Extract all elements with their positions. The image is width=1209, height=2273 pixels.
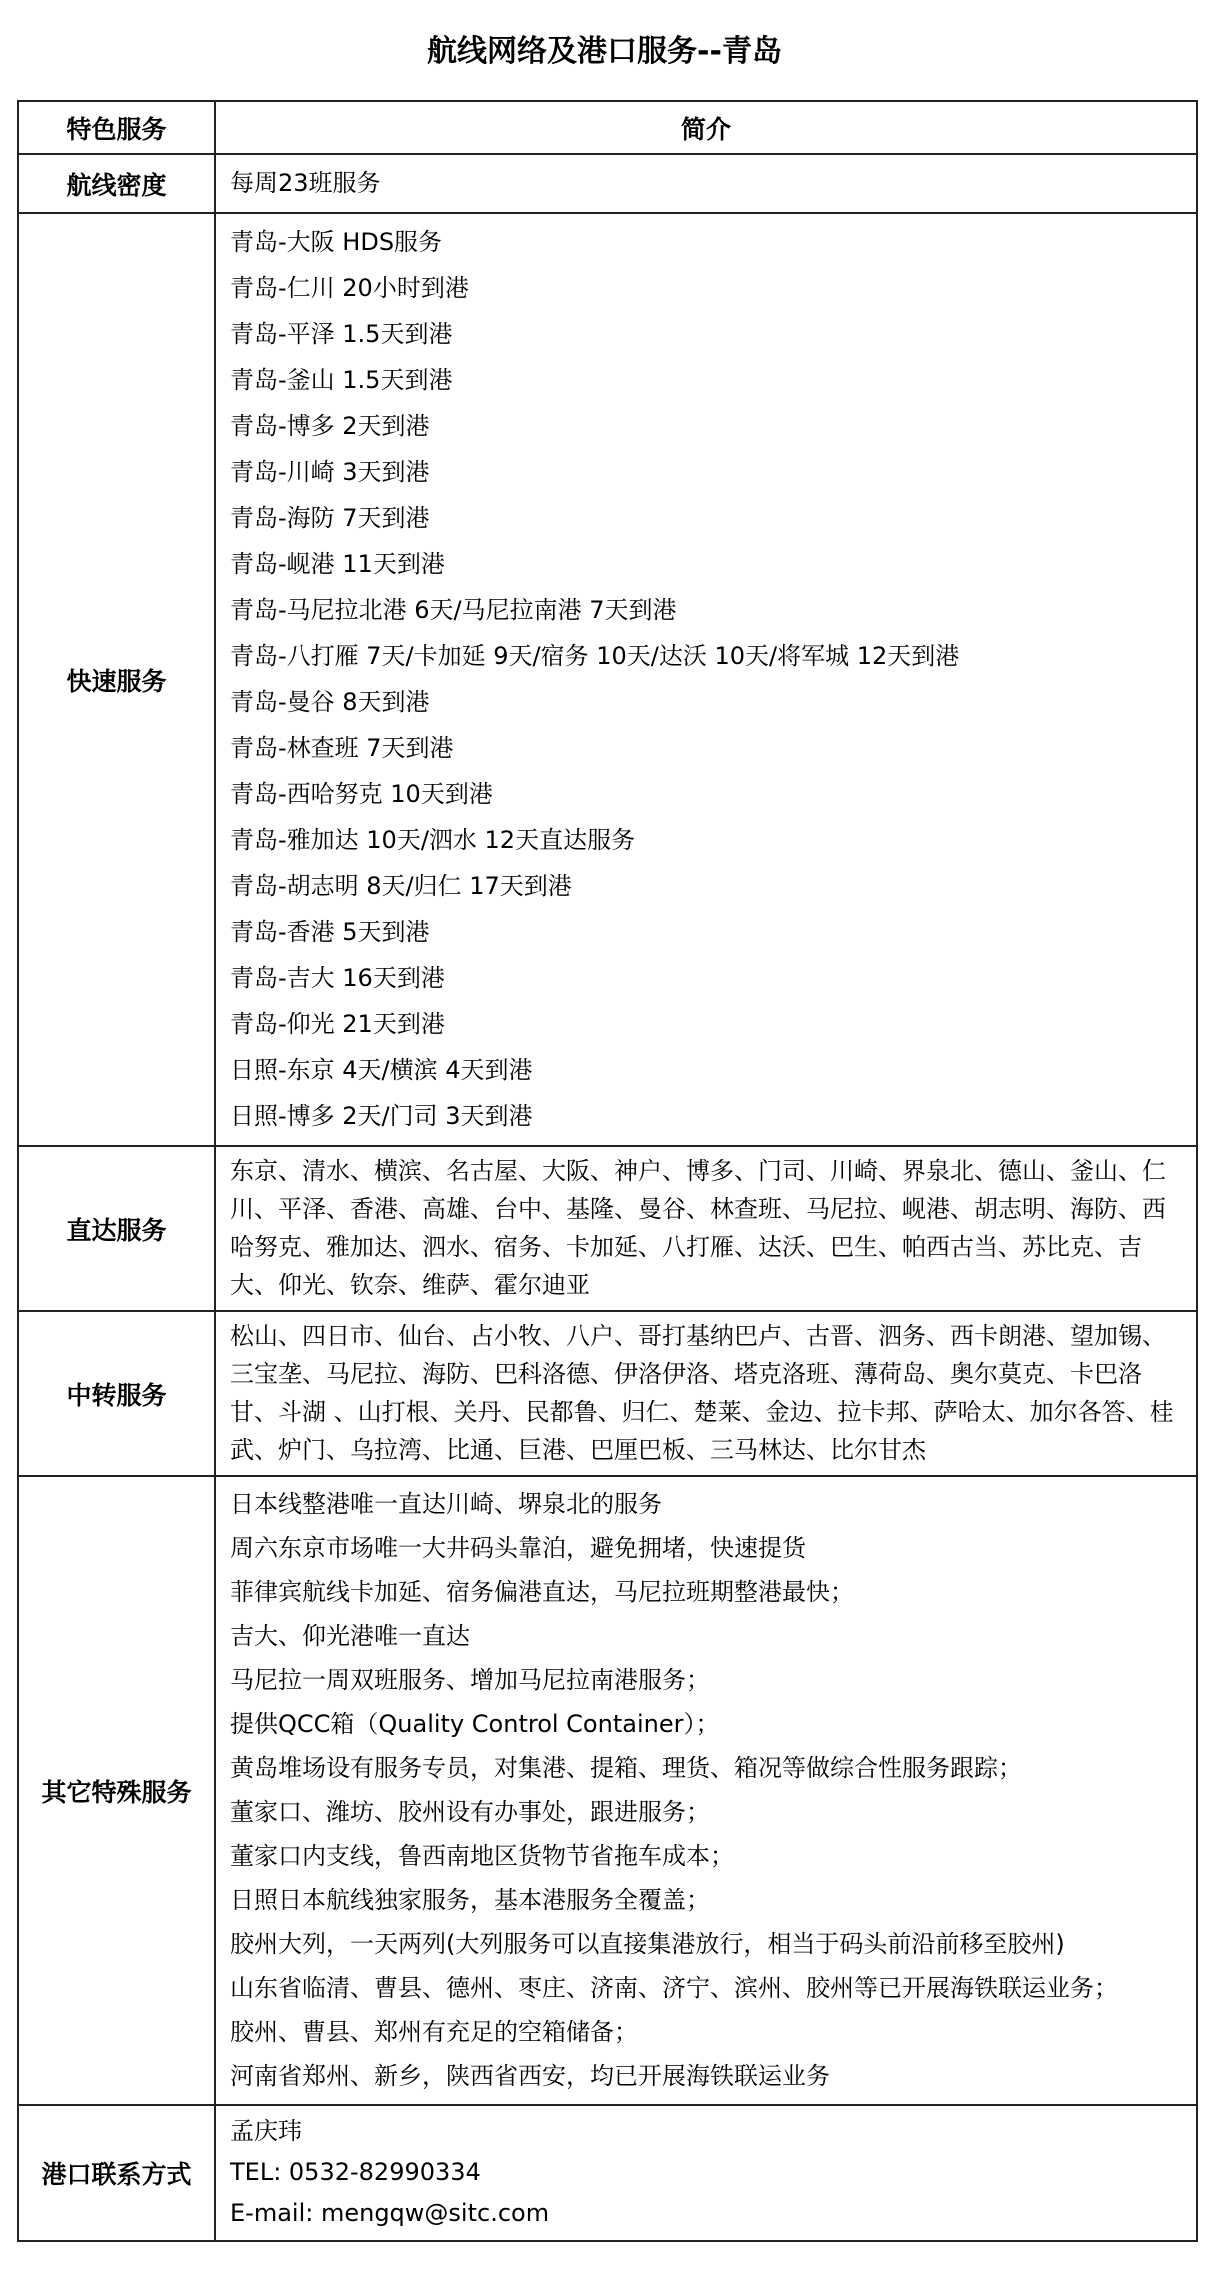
row-label-contact: 港口联系方式 — [18, 2105, 215, 2241]
header-feature: 特色服务 — [18, 101, 215, 154]
express-line: 青岛-吉大 16天到港 — [230, 964, 445, 992]
contact-email: E-mail: mengqw@sitc.com — [230, 2199, 550, 2227]
row-label-density: 航线密度 — [18, 154, 215, 213]
page-title: 航线网络及港口服务--青岛 — [427, 34, 782, 69]
special-line: 黄岛堆场设有服务专员，对集港、提箱、理货、箱况等做综合性服务跟踪； — [230, 1754, 1022, 1782]
row-express — [18, 213, 1197, 1146]
express-line: 青岛-釜山 1.5天到港 — [230, 366, 453, 394]
special-line: 日本线整港唯一直达川崎、堺泉北的服务 — [230, 1490, 662, 1518]
density-line: 每周23班服务 — [230, 169, 381, 197]
row-special — [18, 1476, 1197, 2105]
direct-ports-text: 东京、清水、横滨、名古屋、大阪、神户、博多、门司、川崎、界泉北、德山、釜山、仁川、平泽、香港、高雄、台中、基隆、曼谷、林查班、马尼拉、岘港、胡志明、海防、西哈努克、雅加达、泗水、宿务、卡加延、八打雁、达沃、巴生、帕西古当、苏比克、吉大、仰光、钦奈、维萨、霍尔迪亚 — [230, 1157, 1166, 1299]
express-line: 青岛-雅加达 10天/泗水 12天直达服务 — [230, 826, 636, 854]
row-contact — [18, 2105, 1197, 2241]
special-line: 胶州大列，一天两列(大列服务可以直接集港放行，相当于码头前沿前移至胶州) — [230, 1930, 1065, 1958]
express-line: 青岛-林查班 7天到港 — [230, 734, 454, 762]
express-line: 青岛-平泽 1.5天到港 — [230, 320, 453, 348]
special-line: 周六东京市场唯一大井码头靠泊，避免拥堵，快速提货 — [230, 1534, 806, 1562]
row-content-express — [215, 213, 1197, 1146]
express-line: 青岛-西哈努克 10天到港 — [230, 780, 493, 808]
row-content-special — [215, 1476, 1197, 2105]
contact-tel: TEL: 0532-82990334 — [230, 2158, 481, 2186]
special-line: 日照日本航线独家服务，基本港服务全覆盖； — [230, 1886, 710, 1914]
express-line: 青岛-仰光 21天到港 — [230, 1010, 445, 1038]
row-content-contact — [215, 2105, 1197, 2241]
contact-name: 孟庆玮 — [230, 2117, 302, 2145]
service-table — [17, 100, 1198, 2242]
special-line: 河南省郑州、新乡，陕西省西安，均已开展海铁联运业务 — [230, 2062, 830, 2090]
transfer-ports-text: 松山、四日市、仙台、占小牧、八户、哥打基纳巴卢、古晋、泗务、西卡朗港、望加锡、三宝垄、马尼拉、海防、巴科洛德、伊洛伊洛、塔克洛班、薄荷岛、奥尔莫克、卡巴洛甘、斗湖 、山打根、关丹、民都鲁、归仁、楚莱、金边、拉卡邦、萨哈太、加尔各答、桂武、炉门、乌拉湾、比通、巨港、巴厘巴板、三马林达、比尔甘杰 — [230, 1322, 1174, 1464]
special-line: 菲律宾航线卡加延、宿务偏港直达，马尼拉班期整港最快； — [230, 1578, 854, 1606]
row-label-transfer: 中转服务 — [18, 1311, 215, 1476]
express-line: 青岛-川崎 3天到港 — [230, 458, 430, 486]
express-line: 青岛-香港 5天到港 — [230, 918, 430, 946]
special-line: 马尼拉一周双班服务、增加马尼拉南港服务； — [230, 1666, 710, 1694]
special-line: 山东省临清、曹县、德州、枣庄、济南、济宁、滨州、胶州等已开展海铁联运业务； — [230, 1974, 1118, 2002]
header-intro: 简介 — [215, 101, 1197, 154]
special-line: 吉大、仰光港唯一直达 — [230, 1622, 470, 1650]
special-line: 提供QCC箱（Quality Control Container）； — [230, 1710, 720, 1738]
row-label-special: 其它特殊服务 — [18, 1476, 215, 2105]
special-line: 董家口内支线，鲁西南地区货物节省拖车成本； — [230, 1842, 734, 1870]
express-line: 日照-东京 4天/横滨 4天到港 — [230, 1056, 533, 1084]
express-line: 青岛-博多 2天到港 — [230, 412, 430, 440]
row-content-transfer — [215, 1311, 1197, 1476]
express-line: 青岛-大阪 HDS服务 — [230, 228, 443, 256]
row-density — [18, 154, 1197, 213]
row-label-express: 快速服务 — [18, 213, 215, 1146]
row-content-direct — [215, 1146, 1197, 1311]
row-direct — [18, 1146, 1197, 1311]
special-line: 董家口、潍坊、胶州设有办事处，跟进服务； — [230, 1798, 710, 1826]
row-transfer — [18, 1311, 1197, 1476]
express-line: 青岛-仁川 20小时到港 — [230, 274, 469, 302]
special-line: 胶州、曹县、郑州有充足的空箱储备； — [230, 2018, 638, 2046]
row-content-density — [215, 154, 1197, 213]
header-row — [18, 101, 1197, 154]
row-label-direct: 直达服务 — [18, 1146, 215, 1311]
express-line: 青岛-岘港 11天到港 — [230, 550, 445, 578]
express-line: 日照-博多 2天/门司 3天到港 — [230, 1102, 533, 1130]
express-line: 青岛-胡志明 8天/归仁 17天到港 — [230, 872, 572, 900]
express-line: 青岛-海防 7天到港 — [230, 504, 430, 532]
express-line: 青岛-马尼拉北港 6天/马尼拉南港 7天到港 — [230, 596, 677, 624]
express-line: 青岛-曼谷 8天到港 — [230, 688, 430, 716]
express-line: 青岛-八打雁 7天/卡加延 9天/宿务 10天/达沃 10天/将军城 12天到港 — [230, 642, 960, 670]
